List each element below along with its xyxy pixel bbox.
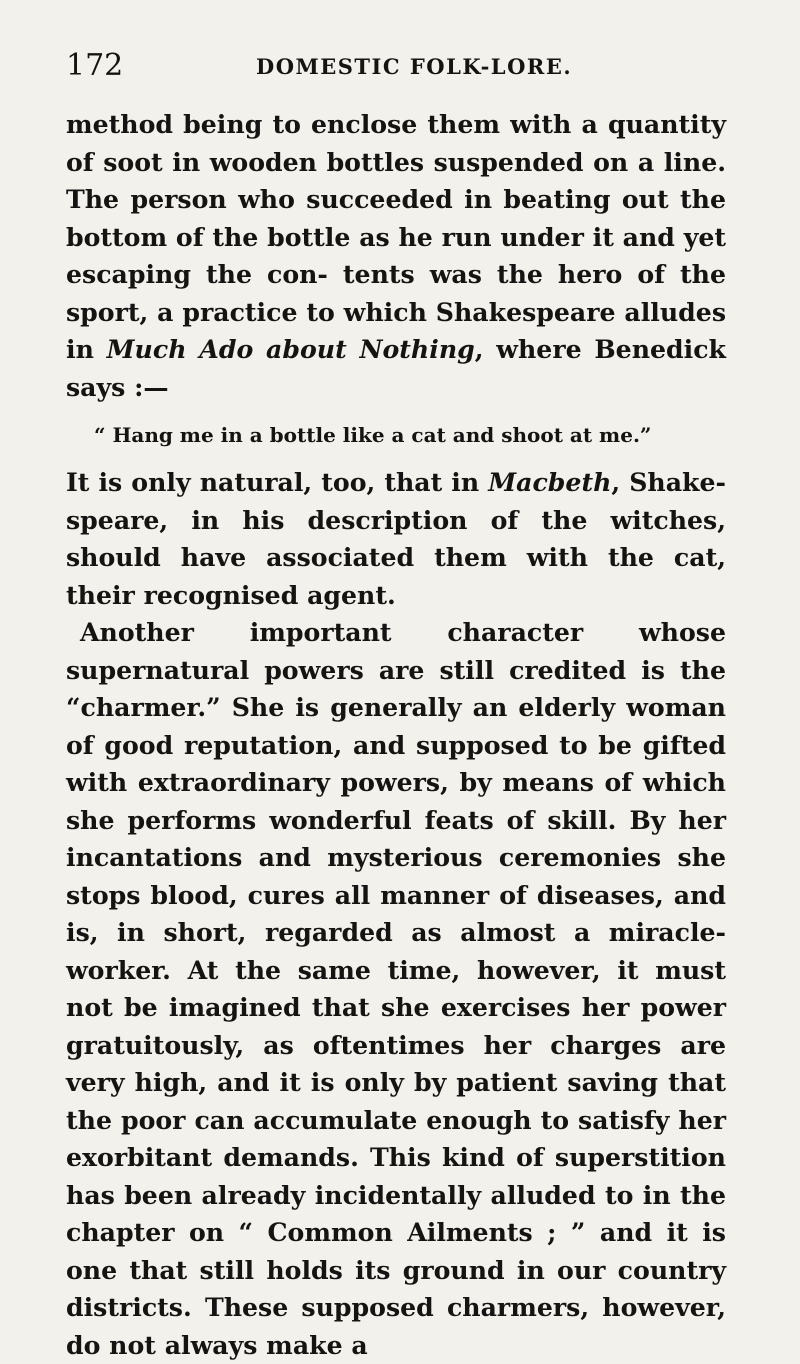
- page-number: 172: [66, 48, 124, 83]
- page-header: [66, 48, 734, 88]
- play-title-macbeth: Macbeth: [488, 467, 612, 497]
- paragraph-1-text-a: method being to enclose them with a quantity of soot in wooden bottles suspended on a line. The person who succeeded in beating out the bottom of the bottle as he run under it and yet escaping the con- tents was the hero of the sport, a practice to which Shakespeare alludes in: [66, 109, 726, 364]
- play-title-much-ado: Much Ado about Nothing: [106, 334, 475, 364]
- paragraph-1-text-b: , where Benedick says :—: [66, 334, 727, 402]
- body-text: [66, 106, 726, 1364]
- paragraph-1: [66, 106, 726, 406]
- paragraph-2: [66, 464, 726, 614]
- paragraph-2-text-b: , Shake- speare, in his description of the witches, should have associated them with the cat, their recognised agent.: [66, 467, 726, 610]
- running-head: DOMESTIC FOLK-LORE.: [256, 54, 573, 79]
- paragraph-2-text-a: It is only natural, too, that in: [66, 467, 489, 497]
- block-quote: “ Hang me in a bottle like a cat and shoot at me.”: [94, 423, 652, 447]
- paragraph-3: Another important character whose supernatural powers are still credited is the “charmer.” She is generally an elderly woman of good reputation, and supposed to be gifted with extraordinary powers, by means of which she performs wonderful feats of skill. By her incantations and mysterious ceremonies she stops blood, cures all manner of diseases, and is, in short, regarded as almost a miracle-worker. At the same time, however, it must not be imagined that she exercises her power gratuitously, as oftentimes her charges are very high, and it is only by patient saving that the poor can accumulate enough to satisfy her exorbitant demands. This kind of superstition has been already incidentally alluded to in the chapter on “ Common Ailments ; ” and it is one that still holds its ground in our country districts. These supposed charmers, however, do not always make a: [66, 617, 726, 1360]
